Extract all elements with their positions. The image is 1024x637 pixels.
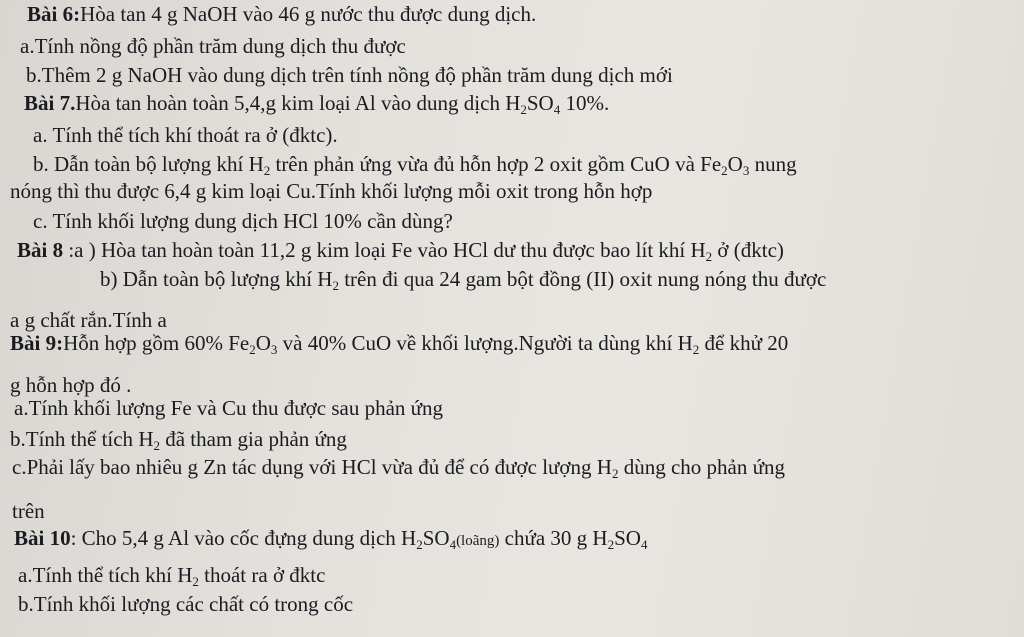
formula-h2: $H_2$ (596, 455, 619, 481)
bai7-c: c. Tính khối lượng dung dịch HCl 10% cần dùng? (33, 209, 453, 233)
bai10-b: b.Tính khối lượng các chất có trong cốc (18, 592, 354, 616)
bai9-cont: g hỗn hợp đó . (10, 373, 132, 397)
bai9-c-cont: trên (12, 499, 45, 523)
bai7-text-end: 10%. (560, 91, 610, 115)
formula-h2: $H_2$ (677, 331, 700, 357)
formula-fe2o3: $Fe_2O_3$ (228, 331, 278, 357)
bai7-b: b. Dẫn toàn bộ lượng khí $H_2$ trên phản ứng vừa đủ hỗn hợp 2 oxit gồm CuO và $Fe_2O_3$ nung (33, 152, 797, 178)
bai6-a: a.Tính nồng độ phần trăm dung dịch thu được (20, 34, 406, 58)
formula-h2so4: $H_2SO_4$ (505, 91, 561, 117)
formula-h2: $H_2$ (177, 563, 199, 589)
bai10-line: Bài 10: Cho 5,4 g Al vào cốc đựng dung dịch $H_2SO_4(loãng)$ chứa 30 g $H_2SO_4$ (14, 526, 648, 552)
bai9-a: a.Tính khối lượng Fe và Cu thu được sau phản ứng (14, 396, 444, 420)
bai6-b: b.Thêm 2 g NaOH vào dung dịch trên tính nồng độ phần trăm dung dịch mới (26, 63, 673, 87)
bai7-label: Bài 7. (24, 91, 76, 115)
formula-h2so4: $H_2SO_4$ (592, 526, 648, 552)
formula-h2so4-loang: $H_2SO_4(loãng)$ (401, 526, 500, 552)
bai6-line (27, 2, 536, 26)
formula-h2: $H_2$ (138, 427, 160, 453)
bai9-b: b.Tính thể tích $H_2$ đã tham gia phản ứng (10, 427, 347, 453)
formula-h2: $H_2$ (317, 267, 339, 293)
bai9-label: Bài 9: (10, 331, 64, 355)
bai10-a: a.Tính thể tích khí $H_2$ thoát ra ở đktc (18, 563, 326, 589)
bai7-line (24, 91, 609, 115)
bai9-line: Bài 9:Hỗn hợp gồm 60% $Fe_2O_3$ và 40% CuO về khối lượng.Người ta dùng khí $H_2$ để khử 20 (10, 331, 789, 357)
bai10-label: Bài 10 (14, 526, 71, 550)
bai7-a: a. Tính thể tích khí thoát ra ở (đktc). (33, 123, 338, 147)
bai6-text: Hòa tan 4 g NaOH vào 46 g nước thu được dung dịch. (80, 2, 537, 26)
bai7-b-cont: nóng thì thu được 6,4 g kim loại Cu.Tính khối lượng mỗi oxit trong hỗn hợp (10, 179, 653, 203)
bai8-b-cont: a g chất rắn.Tính a (10, 308, 167, 332)
bai8-label: Bài 8 (17, 238, 64, 262)
bai9-c: c.Phải lấy bao nhiêu g Zn tác dụng với HCl vừa đủ để có được lượng $H_2$ dùng cho phản ứng (12, 455, 785, 481)
bai6-label: Bài 6: (27, 2, 81, 26)
formula-h2: $H_2$ (248, 152, 271, 178)
bai7-text: Hòa tan hoàn toàn 5,4,g kim loại Al vào dung dịch (75, 91, 506, 115)
bai8-a: Bài 8 :a ) Hòa tan hoàn toàn 11,2 g kim loại Fe vào HCl dư thu được bao lít khí $H_2$ ở (đktc) (17, 238, 784, 264)
bai8-b: b) Dẫn toàn bộ lượng khí $H_2$ trên đi qua 24 gam bột đồng (II) oxit nung nóng thu được (100, 267, 827, 293)
formula-h2: $H_2$ (690, 238, 713, 264)
formula-fe2o3: $Fe_2O_3$ (700, 152, 750, 178)
